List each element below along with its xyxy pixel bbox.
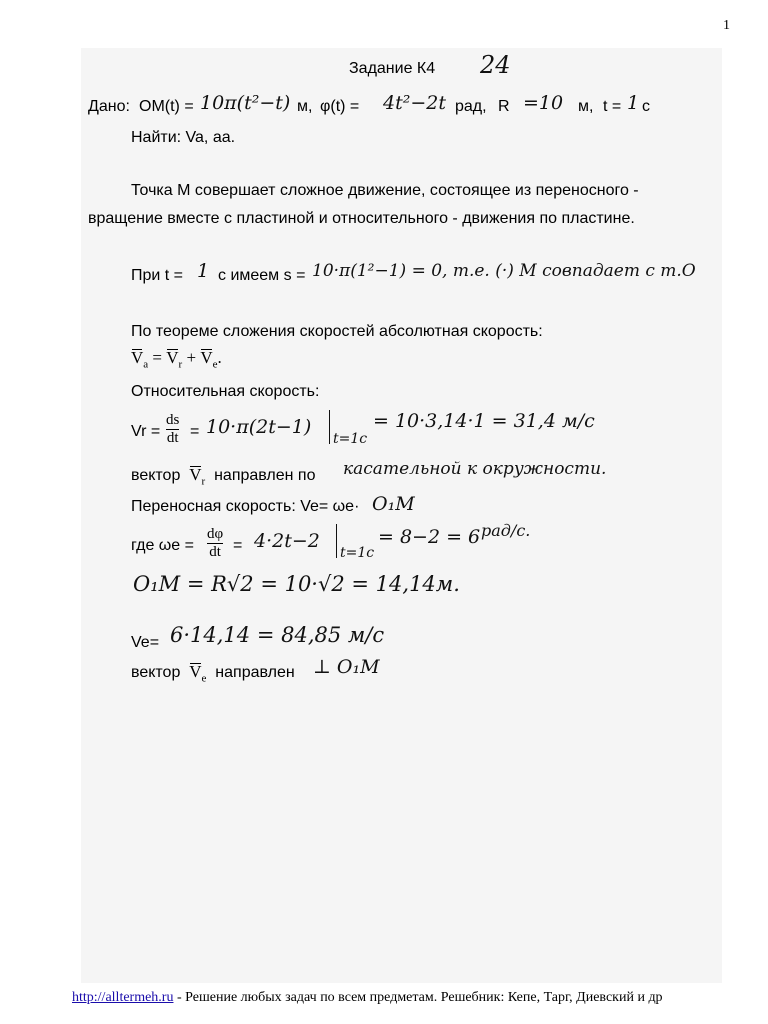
at-time-s-handwritten: 10·π(1²−1) = 0, т.е. (·) М совпадает с т.О	[312, 261, 696, 281]
vr-direction-label: вектор	[131, 467, 181, 484]
phi-handwritten: 4t²−2t	[383, 92, 446, 114]
vr-direction-handwritten: касательной к окружности.	[343, 459, 607, 479]
transport-velocity-label: Переносная скорость: Ve= ωe·	[131, 498, 360, 515]
t-handwritten: 1	[627, 92, 640, 114]
ve-direction-label: вектор	[131, 664, 181, 681]
vr-subscript: r	[178, 358, 183, 371]
page-title: Задание К4	[349, 60, 436, 77]
vector-eq-sign: =	[152, 348, 163, 367]
dt-denominator: dt	[166, 430, 179, 446]
vector-plus-sign: +	[186, 348, 197, 367]
dphi-numerator: dφ	[207, 526, 224, 542]
omega-eq-sign: =	[233, 537, 243, 554]
ve-symbol: V	[200, 348, 213, 367]
footer	[72, 990, 762, 1006]
ve-label: Ve=	[131, 634, 160, 651]
omega-handwritten-1: 4·2t−2	[254, 530, 320, 552]
vector-eq-dot: .	[217, 348, 222, 367]
ve-subscript: e	[212, 358, 218, 371]
t-label: t =	[603, 98, 622, 115]
theorem-text: По теореме сложения скоростей абсолютная скорость:	[131, 323, 543, 340]
om-handwritten: 10π(t²−t)	[200, 92, 291, 114]
dphi-dt-fraction	[207, 527, 223, 560]
motion-text-1: Точка М совершает сложное движение, состоящее из переносного -	[131, 182, 639, 199]
ds-numerator: ds	[166, 412, 180, 428]
vr-eq-sign: =	[190, 423, 200, 440]
evaluation-bar	[329, 410, 330, 444]
footer-link[interactable]: http://alltermeh.ru	[72, 990, 174, 1005]
vr-symbol: V	[166, 348, 179, 367]
omega-eval-subscript: t=1c	[340, 545, 375, 561]
vr-handwritten-2: = 10·3,14·1 = 31,4 м/с	[373, 410, 595, 432]
vr-handwritten-1: 10·π(2t−1)	[206, 416, 312, 438]
ve-direction-line	[131, 662, 295, 688]
omega-evaluation-bar	[336, 524, 337, 558]
r-label: R	[498, 98, 510, 115]
om-unit: м,	[297, 98, 313, 115]
find-line: Найти: Va, aa.	[131, 129, 236, 146]
vr-eval-subscript: t=1c	[333, 431, 368, 447]
page-number: 1	[723, 18, 730, 33]
ve-handwritten: 6·14,14 = 84,85 м/с	[170, 623, 385, 647]
vr-lhs: Vr =	[131, 423, 161, 440]
motion-text-2: вращение вместе с пластиной и относительного - движения по пластине.	[88, 210, 635, 227]
r-handwritten: =10	[523, 92, 564, 114]
vr-direction-subscript: r	[201, 475, 206, 488]
va-symbol: V	[131, 348, 144, 367]
omega-label: где ωe =	[131, 537, 194, 554]
ve-direction-label-2: направлен	[215, 664, 295, 681]
at-time-label-2: с имеем s =	[218, 267, 306, 284]
vr-direction-line	[131, 465, 315, 491]
phi-unit: рад,	[455, 98, 487, 115]
footer-text: - Решение любых задач по всем предметам. Решебник: Кепе, Тарг, Диевский и др	[173, 990, 663, 1005]
transport-handwritten: O₁M	[372, 493, 415, 515]
va-subscript: a	[143, 358, 149, 371]
ds-dt-fraction	[166, 413, 179, 446]
ve-direction-handwritten: ⊥ O₁M	[313, 656, 380, 678]
at-time-t-handwritten: 1	[197, 260, 210, 282]
om-expression: OM(t) =	[139, 98, 194, 115]
variant-number: 24	[480, 51, 511, 79]
relative-velocity-label: Относительная скорость:	[131, 383, 320, 400]
t-unit: с	[642, 98, 650, 115]
ve-direction-subscript: e	[201, 672, 207, 685]
omega-unit-handwritten: рад/с.	[481, 521, 531, 540]
phi-expression: φ(t) =	[320, 98, 360, 115]
given-label: Дано:	[88, 98, 130, 115]
ve-direction-vector: V	[189, 662, 202, 681]
vr-direction-vector: V	[189, 465, 202, 484]
o1m-handwritten: O₁M = R√2 = 10·√2 = 14,14м.	[133, 572, 460, 596]
dphi-denominator: dt	[209, 544, 221, 560]
vector-equation	[131, 348, 222, 374]
at-time-label-1: При t =	[131, 267, 184, 284]
omega-handwritten-2: = 8−2 = 6	[378, 526, 481, 548]
r-unit: м,	[578, 98, 594, 115]
vr-direction-label-2: направлен по	[214, 467, 316, 484]
